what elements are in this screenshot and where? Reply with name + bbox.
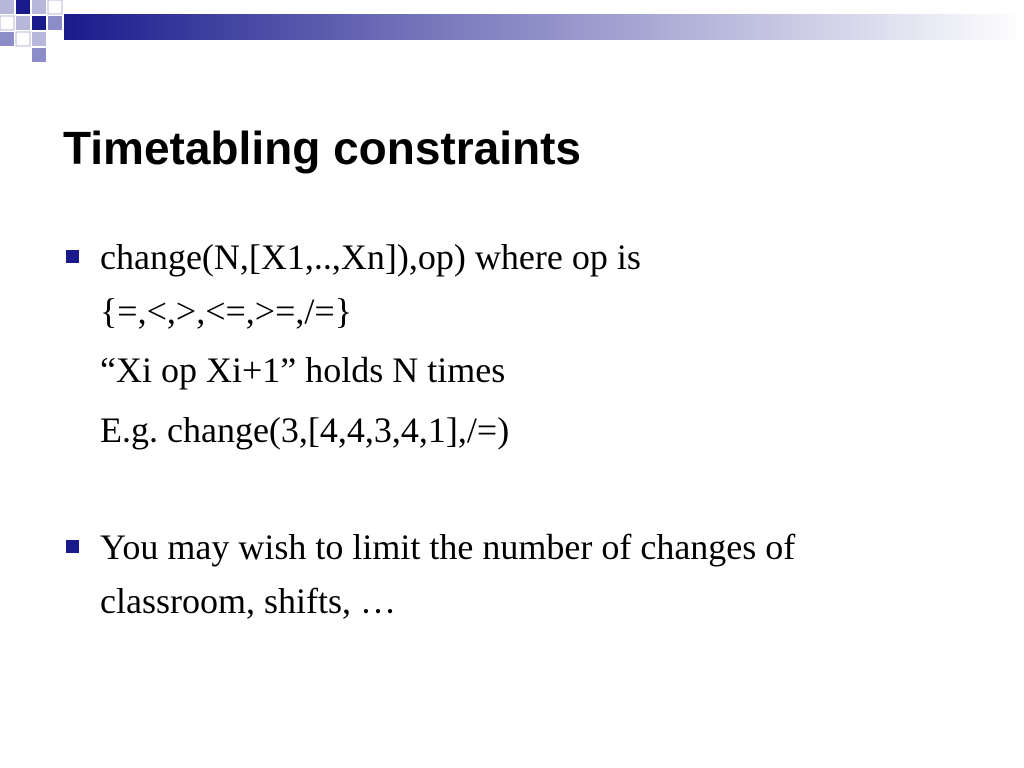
bullet-text-line: classroom, shifts, …: [100, 581, 396, 621]
bullet-item-limit-changes: [63, 520, 963, 628]
deco-square: [48, 16, 62, 30]
slide-title: Timetabling constraints: [63, 122, 582, 174]
deco-square: [48, 32, 62, 46]
deco-square: [16, 0, 30, 14]
bullet-text-line: {=,<,>,<=,>=,/=}: [100, 291, 352, 331]
deco-square: [0, 32, 14, 46]
deco-square: [32, 0, 46, 14]
header-gradient-bar: [64, 14, 1024, 40]
sub-text-line: E.g. change(3,[4,4,3,4,1],/=): [100, 410, 510, 450]
bullet-text-line: You may wish to limit the number of changes of: [100, 527, 796, 567]
deco-square: [32, 16, 46, 30]
deco-square: [32, 32, 46, 46]
square-bullet-icon: [66, 250, 79, 263]
deco-square: [32, 48, 46, 62]
deco-square: [48, 0, 62, 14]
sub-text-line: “Xi op Xi+1” holds N times: [100, 350, 506, 390]
deco-square: [16, 32, 30, 46]
square-bullet-icon: [66, 540, 79, 553]
bullet-text-line: change(N,[X1,..,Xn]),op) where op is: [100, 237, 641, 277]
slide-body: [63, 230, 963, 628]
deco-square: [0, 0, 14, 14]
deco-square: [16, 16, 30, 30]
deco-square: [0, 16, 14, 30]
header-decoration: [0, 0, 1024, 64]
bullet-item-change: [63, 230, 963, 338]
